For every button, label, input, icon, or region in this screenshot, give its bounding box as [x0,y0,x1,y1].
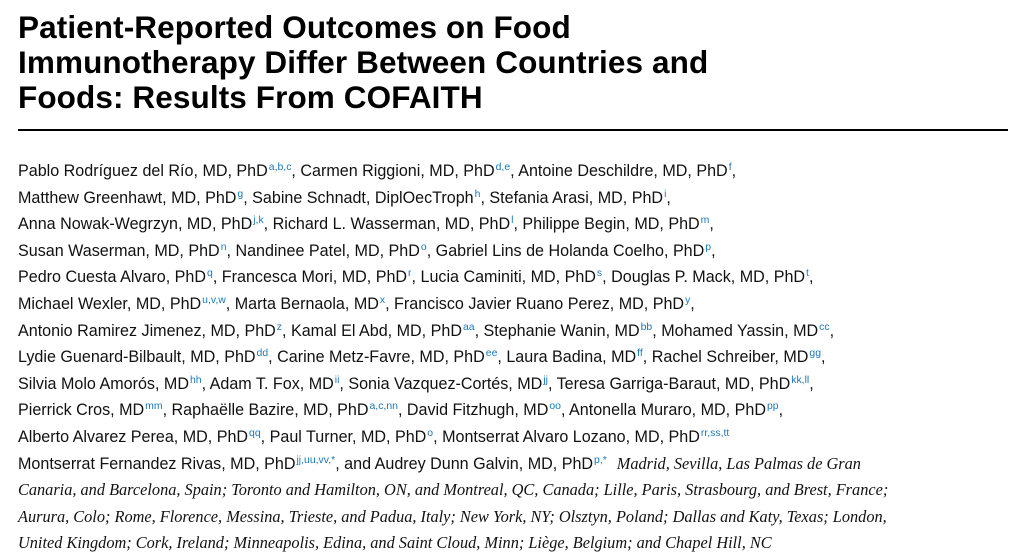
author-separator: , [411,268,421,287]
author-separator: , [339,374,349,393]
author-name: and Audrey Dunn Galvin, MD, PhD [344,454,594,473]
affiliation-marker[interactable]: gg [809,347,822,360]
affiliation-marker[interactable]: q [207,267,213,280]
author-name: Anna Nowak-Wegrzyn, MD, PhD [18,215,253,234]
affiliation-marker[interactable]: a,b,c [268,161,292,173]
affiliation-marker[interactable]: x [379,293,386,306]
author-separator: , [260,427,270,446]
location-text: Madrid, Sevilla, Las Palmas de Gran [616,453,861,473]
author-name: Nandinee Patel, MD, PhD [235,241,420,260]
affiliation-marker[interactable]: h [474,187,481,200]
author-separator: , [778,401,784,420]
affiliation-marker[interactable]: p [705,240,712,253]
author-separator: , [547,374,557,393]
author-name: Pierrick Cros, MD [18,401,145,420]
author-name: Marta Bernaola, MD [234,294,379,313]
affiliation-marker[interactable]: jj,uu,vv,* [296,453,336,466]
author-separator: , [652,321,662,340]
affiliation-marker[interactable]: pp [766,400,779,413]
author-separator: , [263,215,273,234]
author-separator: , [243,188,253,207]
affiliation-marker[interactable]: jj [543,373,548,386]
affiliation-marker[interactable]: rr,ss,tt [700,426,730,439]
affiliation-marker[interactable]: m [700,214,710,227]
author-separator: , [497,348,507,367]
author-name: Adam T. Fox, MD [209,374,334,393]
author-name: Laura Badina, MD [506,348,637,367]
author-name: Antoine Deschildre, MD, PhD [518,162,728,180]
author-line [18,238,1008,265]
affiliation-marker[interactable]: z [276,320,283,333]
author-name: Kamal El Abd, MD, PhD [290,321,462,340]
author-separator: , [268,348,278,367]
affiliation-marker[interactable]: ii [334,373,340,386]
author-name: Paul Turner, MD, PhD [269,427,427,446]
author-name: Alberto Alvarez Perea, MD, PhD [18,427,249,446]
affiliation-marker[interactable]: bb [640,320,653,333]
author-name: Antonio Ramirez Jimenez, MD, PhD [18,321,276,340]
author-separator: , [201,374,210,393]
author-name: Gabriel Lins de Holanda Coelho, PhD [435,241,705,260]
author-list [18,158,1013,557]
author-separator: , [690,294,695,313]
author-separator: , [385,294,395,313]
affiliation-marker[interactable]: hh [189,373,202,386]
author-separator: , [212,268,222,287]
title-line: Foods: Results From COFAITH [18,79,483,115]
affiliation-marker[interactable]: mm [145,400,163,413]
author-line [18,291,1008,318]
affiliation-marker[interactable]: d,e [495,161,511,173]
author-name: Francisco Javier Ruano Perez, MD, PhD [394,294,685,313]
affiliation-marker[interactable]: ee [485,347,498,360]
affiliation-marker[interactable]: f [728,161,732,173]
location-line: Canaria, and Barcelona, Spain; Toronto and Hamilton, ON, and Montreal, QC, Canada; Lille, Paris, Strasbourg, and Brest, France; [18,480,889,500]
author-separator: , [474,321,484,340]
affiliation-marker[interactable]: o [427,426,434,439]
author-line [18,211,1008,238]
author-name: Stephanie Wanin, MD [483,321,640,340]
author-separator: , [397,401,407,420]
author-separator: , [666,188,671,207]
author-separator: , [808,268,814,287]
author-separator: , [426,241,436,260]
author-separator: , [709,215,714,234]
author-name: Lydie Guenard-Bilbault, MD, PhD [18,348,256,367]
author-separator: , [282,321,291,340]
affiliation-marker[interactable]: oo [549,400,561,413]
author-separator: , [162,401,172,420]
affiliation-marker[interactable]: u,v,w [202,293,226,306]
author-name: Carine Metz-Favre, MD, PhD [277,348,485,367]
affiliation-marker[interactable]: r [408,267,412,280]
author-name: Carmen Riggioni, MD, PhD [300,162,495,180]
affiliation-marker[interactable]: kk,ll [791,373,810,386]
article-header [18,0,1008,560]
author-separator: , [226,241,236,260]
affiliation-marker[interactable]: t [806,267,809,280]
affiliation-marker[interactable]: aa [462,320,475,333]
author-name: Susan Waserman, MD, PhD [18,241,220,260]
author-line [18,185,1008,212]
affiliation-marker[interactable]: cc [819,320,830,333]
author-name: Michael Wexler, MD, PhD [18,294,202,313]
author-name: Silvia Molo Amorós, MD [18,374,189,393]
article-title [18,10,1008,115]
affiliation-marker[interactable]: o [420,240,427,253]
author-name: Montserrat Fernandez Rivas, MD, PhD [18,454,296,473]
author-line [18,264,1008,291]
author-line [18,424,1008,451]
affiliation-marker[interactable]: y [685,293,691,306]
author-name: David Fitzhugh, MD [406,401,549,420]
author-separator: , [821,348,826,367]
author-separator: , [711,241,716,260]
author-line [18,344,1008,371]
author-name: Philippe Begin, MD, PhD [522,215,700,234]
affiliation-marker[interactable]: l [511,214,514,227]
author-line [18,397,1008,424]
title-line: Immunotherapy Differ Between Countries and [18,44,709,80]
author-name: Teresa Garriga-Baraut, MD, PhD [556,374,791,393]
author-name: Sabine Schnadt, DiplOecTroph [252,188,474,207]
author-line [18,318,1008,345]
author-separator: , [642,348,652,367]
author-separator: , [291,162,301,180]
affiliation-marker[interactable]: ff [637,347,643,360]
author-name: Antonella Muraro, MD, PhD [569,401,766,420]
author-separator: , [731,162,737,180]
author-separator: , [480,188,490,207]
author-name: Rachel Schreiber, MD [651,348,809,367]
location-line: Aurura, Colo; Rome, Florence, Messina, Trieste, and Padua, Italy; New York, NY; Olsztyn, Poland; Dallas and Katy, Texas; London, [18,506,887,526]
author-name: Montserrat Alvaro Lozano, MD, PhD [442,427,700,446]
author-name: Lucia Caminiti, MD, PhD [420,268,596,287]
author-separator: , [433,427,443,446]
affiliation-marker[interactable]: qq [249,426,261,439]
location-line: United Kingdom; Cork, Ireland; Minneapolis, Edina, and Saint Cloud, Minn; Liège, Belgium; and Chapel Hill, NC [18,533,772,553]
affiliation-marker[interactable]: i [664,187,667,200]
author-separator: , [809,374,814,393]
affiliation-marker[interactable]: a,c,nn [369,400,398,413]
affiliation-marker[interactable]: g [237,187,244,200]
author-separator: , [560,401,570,420]
title-line: Patient-Reported Outcomes on Food [18,9,571,45]
affiliation-marker[interactable]: dd [256,347,269,360]
affiliation-marker[interactable]: n [220,240,227,253]
author-separator: , [225,294,235,313]
author-line [18,451,1008,478]
affiliation-marker[interactable]: s [596,267,603,280]
author-separator: , [513,215,523,234]
author-separator: , [510,162,519,180]
affiliation-marker[interactable]: j,k [253,214,264,227]
author-line [18,158,1008,185]
author-separator: , [602,268,612,287]
author-name: Pedro Cuesta Alvaro, PhD [18,268,207,287]
author-name: Pablo Rodríguez del Río, MD, PhD [18,162,268,180]
author-name: Stefania Arasi, MD, PhD [489,188,664,207]
author-name: Raphaëlle Bazire, MD, PhD [171,401,369,420]
author-name: Mohamed Yassin, MD [661,321,819,340]
author-name: Richard L. Wasserman, MD, PhD [272,215,511,234]
author-name: Douglas P. Mack, MD, PhD [611,268,806,287]
author-name: Matthew Greenhawt, MD, PhD [18,188,237,207]
author-line [18,371,1008,398]
author-name: Sonia Vazquez-Cortés, MD [348,374,543,393]
author-name: Francesca Mori, MD, PhD [221,268,408,287]
author-separator: , [829,321,835,340]
author-separator: , [335,454,345,473]
affiliation-marker[interactable]: p,* [594,453,607,466]
title-divider [18,129,1008,131]
